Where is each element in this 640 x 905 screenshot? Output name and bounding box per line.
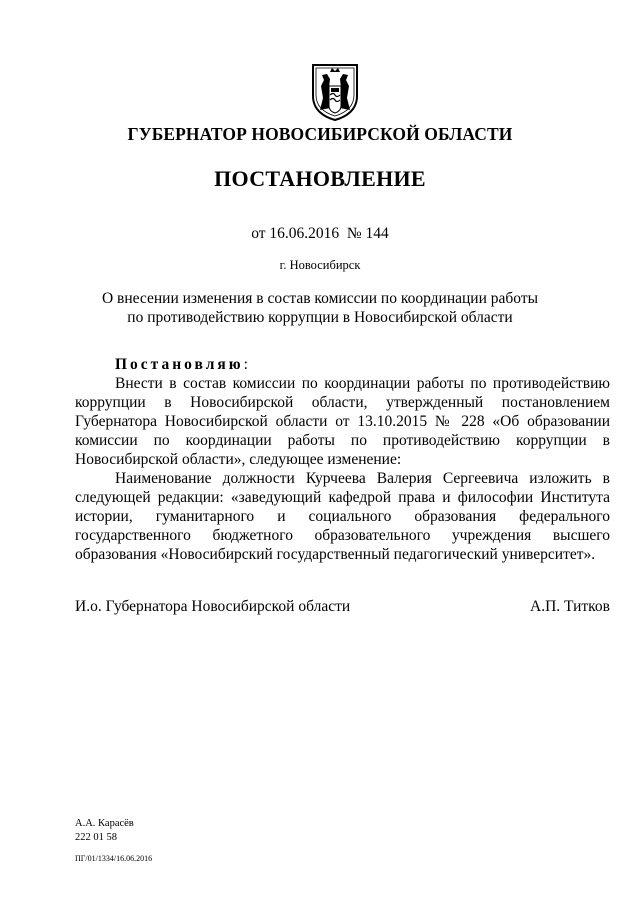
resolve-word: Постановляю xyxy=(115,356,244,373)
subject-line-2: по противодействию коррупции в Новосибирской области xyxy=(127,309,513,326)
issuing-authority: ГУБЕРНАТОР НОВОСИБИРСКОЙ ОБЛАСТИ xyxy=(127,124,513,144)
document-city: г. Новосибирск xyxy=(279,258,361,272)
executor-name: А.А. Карасёв xyxy=(75,818,134,829)
signatory-position: И.о. Губернатора Новосибирской области xyxy=(75,598,351,615)
resolve-heading xyxy=(75,355,610,374)
document-body xyxy=(75,355,610,564)
subject-line-1: О внесении изменения в состав комиссии по координации работы xyxy=(101,290,539,307)
coat-of-arms-icon xyxy=(310,62,360,122)
executor-info xyxy=(75,817,134,845)
resolve-colon: : xyxy=(243,356,248,373)
signatory-name: А.П. Титков xyxy=(530,598,610,615)
body-paragraph-2: Наименование должности Курчеева Валерия Сергеевича изложить в следующей редакции: «заведующий кафедрой права и философии Института истории, гуманитарного и социального образования федерального государственного бюджетного образовательного учреждения высшего образования «Новосибирский государственный педагогический университет». xyxy=(75,470,610,563)
body-paragraph-1: Внести в состав комиссии по координации работы по противодействию коррупции в Новосибирской области, утвержденный постановлением Губернатора Новосибирской области от 13.10.2015 № 228 «Об образовании комиссии по координации работы по противодействию коррупции в Новосибирской области», следующее изменение: xyxy=(75,375,610,468)
document-subject xyxy=(0,289,640,327)
document-type-title: ПОСТАНОВЛЕНИЕ xyxy=(214,166,426,191)
executor-phone: 222 01 58 xyxy=(75,832,117,843)
document-registration-code: ПГ/01/1334/16.06.2016 xyxy=(75,854,153,863)
document-date-number: от 16.06.2016 № 144 xyxy=(251,225,389,242)
